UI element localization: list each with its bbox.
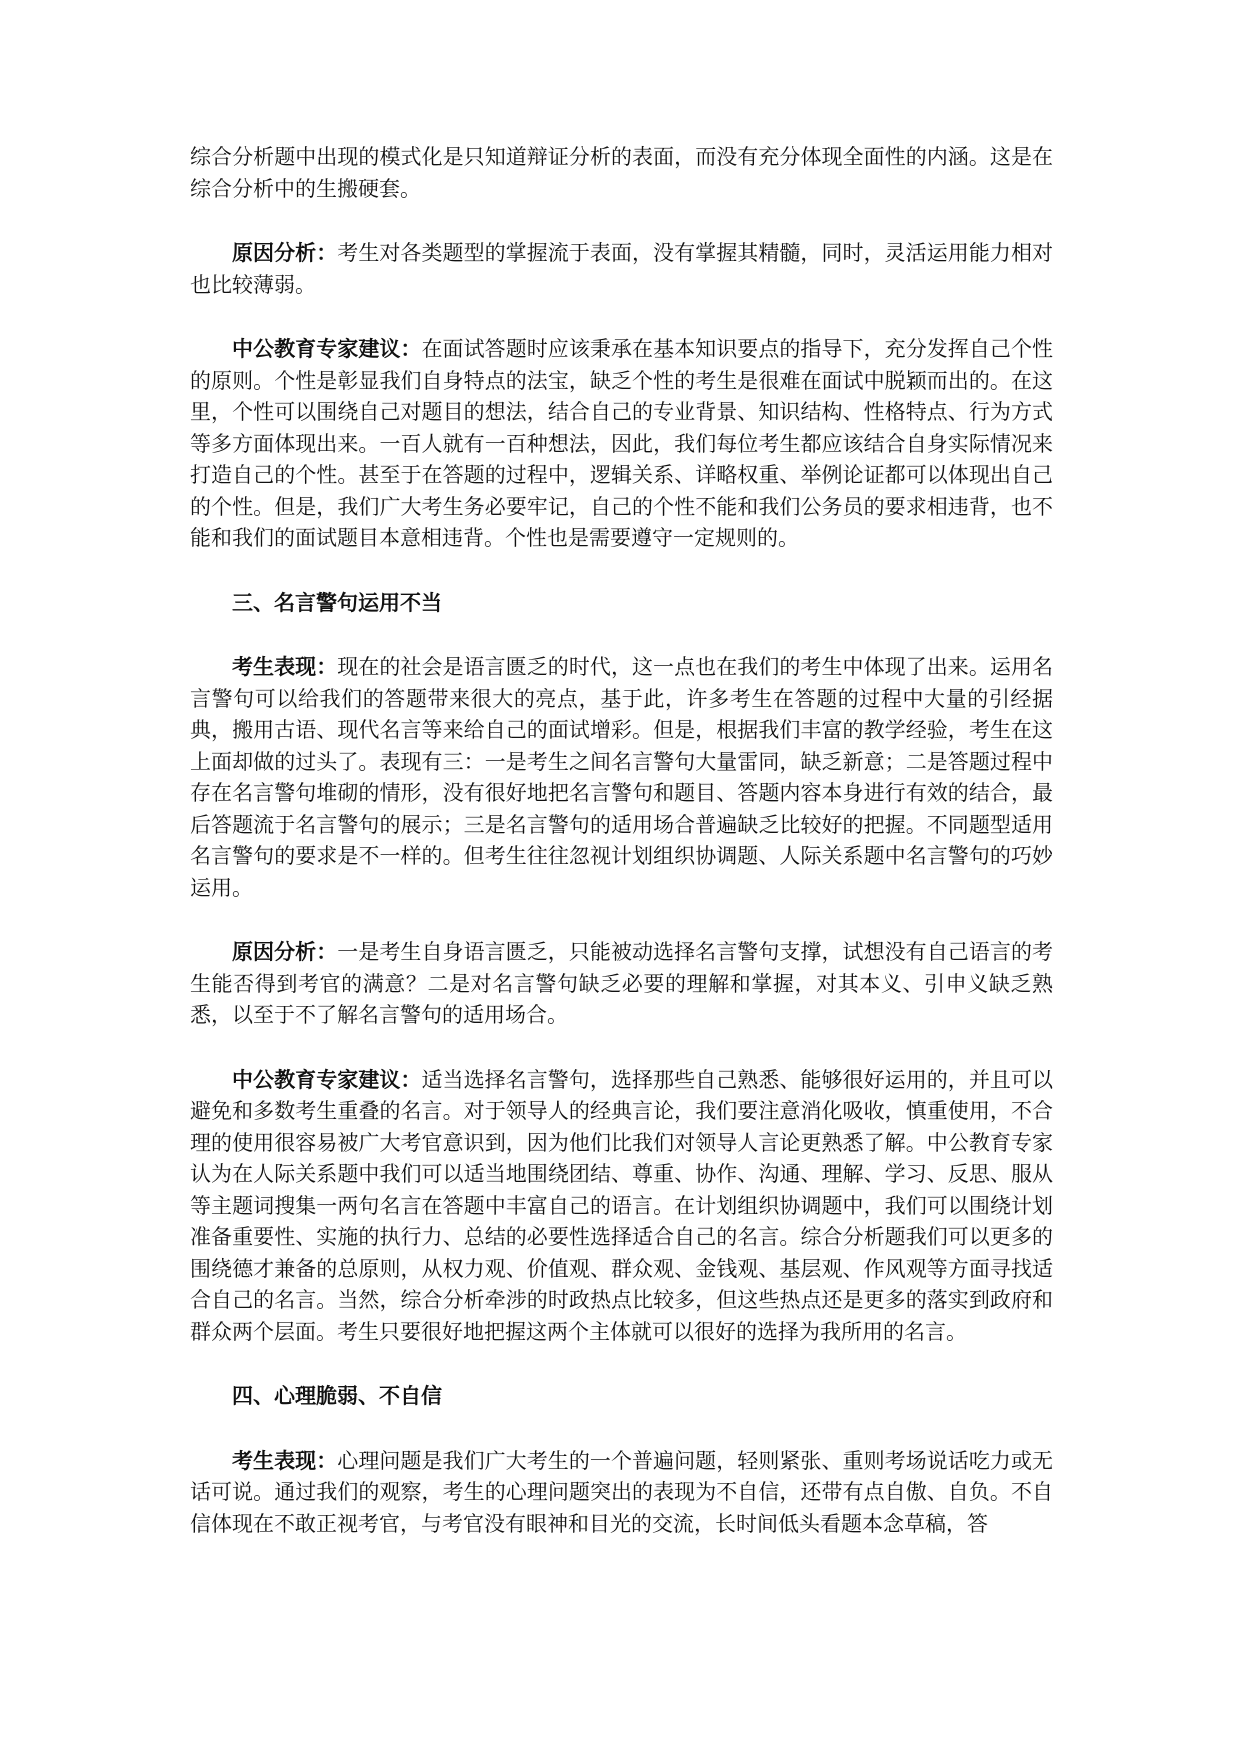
paragraph-label: 考生表现： — [232, 654, 338, 679]
paragraph-cause-analysis — [190, 936, 1053, 1032]
paragraph-label: 原因分析： — [232, 939, 338, 964]
paragraph-label: 考生表现： — [232, 1447, 338, 1473]
paragraph-expert-advice — [190, 1064, 1053, 1349]
paragraph-text: 现在的社会是语言匮乏的时代，这一点也在我们的考生中体现了出来。运用名言警句可以给我们的答题带来很大的亮点，基于此，许多考生在答题的过程中大量的引经据典，搬用古语、现代名言等来给自己的面试增彩。但是，根据我们丰富的教学经验，考生在这上面却做的过头了。表现有三：一是考生之间名言警句大量雷同，缺乏新意；二是答题过程中存在名言警句堆砌的情形，没有很好地把名言警句和题目、答题内容本身进行有效的结合，最后答题流于名言警句的展示；三是名言警句的适用场合普遍缺乏比较好的把握。不同题型适用名言警句的要求是不一样的。但考生往往忽视计划组织协调题、人际关系题中名言警句的巧妙运用。 — [190, 655, 1053, 900]
paragraph-text: 适当选择名言警句，选择那些自己熟悉、能够很好运用的，并且可以避免和多数考生重叠的名言。对于领导人的经典言论，我们要注意消化吸收，慎重使用，不合理的使用很容易被广大考官意识到，因为他们比我们对领导人言论更熟悉了解。中公教育专家认为在人际关系题中我们可以适当地围绕团结、尊重、协作、沟通、理解、学习、反思、服从等主题词搜集一两句名言在答题中丰富自己的语言。在计划组织协调题中，我们可以围绕计划准备重要性、实施的执行力、总结的必要性选择适合自己的名言。综合分析题我们可以更多的围绕德才兼备的总原则，从权力观、价值观、群众观、金钱观、基层观、作风观等方面寻找适合自己的名言。当然，综合分析牵涉的时政热点比较多，但这些热点还是更多的落实到政府和群众两个层面。考生只要很好地把握这两个主体就可以很好的选择为我所用的名言。 — [190, 1067, 1054, 1344]
paragraph-cause-analysis — [190, 237, 1053, 301]
paragraph-candidate-performance — [190, 1445, 1053, 1541]
section-heading: 三、名言警句运用不当 — [232, 589, 442, 615]
section-heading: 四、心理脆弱、不自信 — [232, 1383, 442, 1408]
paragraph-label: 原因分析： — [232, 240, 338, 265]
paragraph-continuation — [190, 142, 1053, 205]
paragraph-text: 心理问题是我们广大考生的一个普遍问题，轻则紧张、重则考场说话吃力或无话可说。通过我们的观察，考生的心理问题突出的表现为不自信，还带有点自傲、自负。不自信体现在不敢正视考官，与考官没有眼神和目光的交流，长时间低头看题本念草稿，答 — [190, 1448, 1053, 1536]
paragraph-expert-advice — [190, 333, 1053, 555]
paragraph-text: 考生对各类题型的掌握流于表面，没有掌握其精髓，同时，灵活运用能力相对也比较薄弱。 — [190, 241, 1053, 297]
paragraph-text: 在面试答题时应该秉承在基本知识要点的指导下，充分发挥自己个性的原则。个性是彰显我们自身特点的法宝，缺乏个性的考生是很难在面试中脱颖而出的。在这里，个性可以围绕自己对题目的想法，结合自己的专业背景、知识结构、性格特点、行为方式等多方面体现出来。一百人就有一百种想法，因此，我们每位考生都应该结合自身实际情况来打造自己的个性。甚至于在答题的过程中，逻辑关系、详略权重、举例论证都可以体现出自己的个性。但是，我们广大考生务必要牢记，自己的个性不能和我们公务员的要求相违背，也不能和我们的面试题目本意相违背。个性也是需要遵守一定规则的。 — [190, 337, 1054, 550]
paragraph-label: 中公教育专家建议： — [232, 336, 422, 361]
paragraph-text: 综合分析题中出现的模式化是只知道辩证分析的表面，而没有充分体现全面性的内涵。这是在综合分析中的生搬硬套。 — [190, 145, 1053, 201]
paragraph-text: 一是考生自身语言匮乏，只能被动选择名言警句支撑，试想没有自己语言的考生能否得到考官的满意？二是对名言警句缺乏必要的理解和掌握，对其本义、引申义缺乏熟悉，以至于不了解名言警句的适用场合。 — [190, 940, 1053, 1027]
paragraph-label: 中公教育专家建议： — [232, 1066, 422, 1092]
paragraph-candidate-performance — [190, 651, 1053, 904]
